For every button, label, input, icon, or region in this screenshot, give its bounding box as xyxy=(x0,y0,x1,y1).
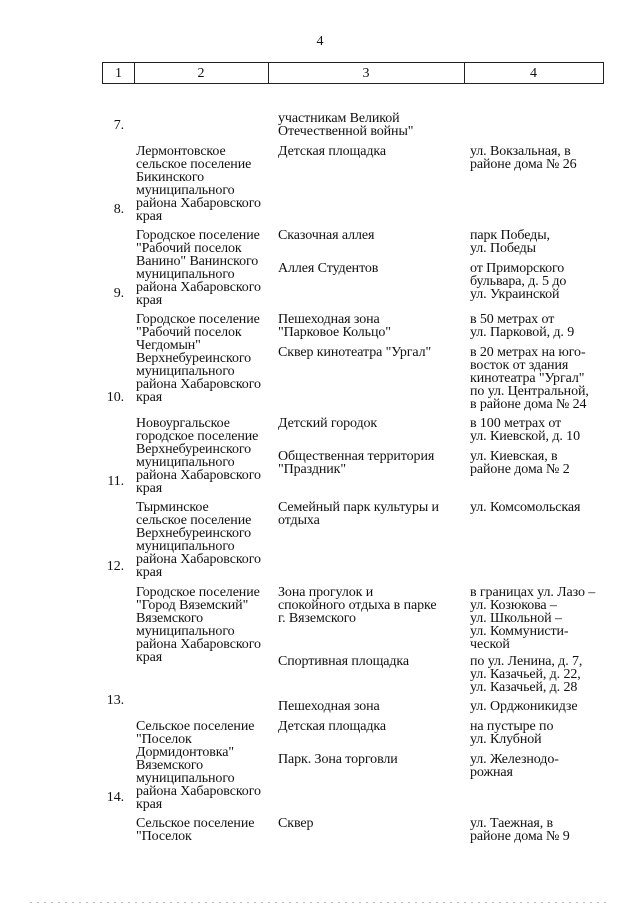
place-address: в 100 метрах от ул. Киевской, д. 10 xyxy=(470,416,580,444)
page-number: 4 xyxy=(316,34,324,49)
scan-artifact-dotted-line xyxy=(30,902,610,903)
row-number: 9. xyxy=(113,286,124,301)
place-address: ул. Киевская, в районе дома № 2 xyxy=(470,449,570,477)
header-col-3: 3 xyxy=(268,62,465,84)
place-address: ул. Таежная, в районе дома № 9 xyxy=(470,816,570,844)
place-address: парк Победы, ул. Победы xyxy=(470,228,550,256)
place-address: в границах ул. Лазо – ул. Козюкова – ул. Школьной – ул. Коммунисти- ческой xyxy=(470,585,596,652)
row-number: 11. xyxy=(107,474,124,489)
place-address: ул. Железнодо- рожная xyxy=(470,752,559,780)
row-number: 14. xyxy=(106,790,124,805)
place-name: Детская площадка xyxy=(278,719,386,734)
settlement-name: Сельское поселение "Поселок Дормидонтовка" Вяземского муниципального района Хабаровского края xyxy=(136,719,261,812)
settlement-name: Новоургальское городское поселение Верхнебуреинского муниципального района Хабаровского края xyxy=(136,416,261,496)
header-col-1: 1 xyxy=(102,62,135,84)
place-address: ул. Комсомольская xyxy=(470,500,581,515)
row-number: 10. xyxy=(106,390,124,405)
settlement-name: Городское поселение "Рабочий поселок Чегдомын" Верхнебуреинского муниципального района Хабаровского края xyxy=(136,312,261,405)
header-col-2: 2 xyxy=(134,62,269,84)
settlement-name: Городское поселение "Рабочий поселок Ванино" Ванинского муниципального района Хабаровского края xyxy=(136,228,261,308)
header-col-4: 4 xyxy=(464,62,604,84)
place-name: Аллея Студентов xyxy=(278,261,379,276)
place-name: Общественная территория "Праздник" xyxy=(278,449,435,477)
settlement-name: Тырминское сельское поселение Верхнебуреинского муниципального района Хабаровского края xyxy=(136,500,261,580)
place-address: от Приморского бульвара, д. 5 до ул. Украинской xyxy=(470,261,567,302)
row-number: 13. xyxy=(106,693,124,708)
place-name: Сквер xyxy=(278,816,314,831)
place-address: ул. Вокзальная, в районе дома № 26 xyxy=(470,144,577,172)
place-address: в 50 метрах от ул. Парковой, д. 9 xyxy=(470,312,575,340)
settlement-name: Городское поселение "Город Вяземский" Вяземского муниципального района Хабаровского края xyxy=(136,585,261,665)
settlement-name: Лермонтовское сельское поселение Бикинского муниципального района Хабаровского края xyxy=(136,144,261,224)
row-number: 7. xyxy=(113,118,124,133)
row-number: 8. xyxy=(113,202,124,217)
row-number: 12. xyxy=(106,559,124,574)
place-name: Семейный парк культуры и отдыха xyxy=(278,500,439,528)
place-name: Детская площадка xyxy=(278,144,386,159)
place-name: Сквер кинотеатра "Ургал" xyxy=(278,345,432,360)
place-address: на пустыре по ул. Клубной xyxy=(470,719,554,747)
carry-place: участникам Великой Отечественной войны" xyxy=(278,111,414,139)
settlement-name: Сельское поселение "Поселок xyxy=(136,816,255,844)
place-address: ул. Орджоникидзе xyxy=(470,699,578,714)
place-name: Пешеходная зона "Парковое Кольцо" xyxy=(278,312,391,340)
place-name: Парк. Зона торговли xyxy=(278,752,398,767)
place-name: Зона прогулок и спокойного отдыха в парке г. Вяземского xyxy=(278,585,437,626)
place-address: в 20 метрах на юго- восток от здания кинотеатра "Ургал" по ул. Центральной, в районе дома № 24 xyxy=(470,345,589,412)
place-name: Сказочная аллея xyxy=(278,228,375,243)
place-name: Детский городок xyxy=(278,416,378,431)
place-address: по ул. Ленина, д. 7, ул. Казачьей, д. 22, ул. Казачьей, д. 28 xyxy=(470,654,583,695)
place-name: Пешеходная зона xyxy=(278,699,380,714)
place-name: Спортивная площадка xyxy=(278,654,410,669)
